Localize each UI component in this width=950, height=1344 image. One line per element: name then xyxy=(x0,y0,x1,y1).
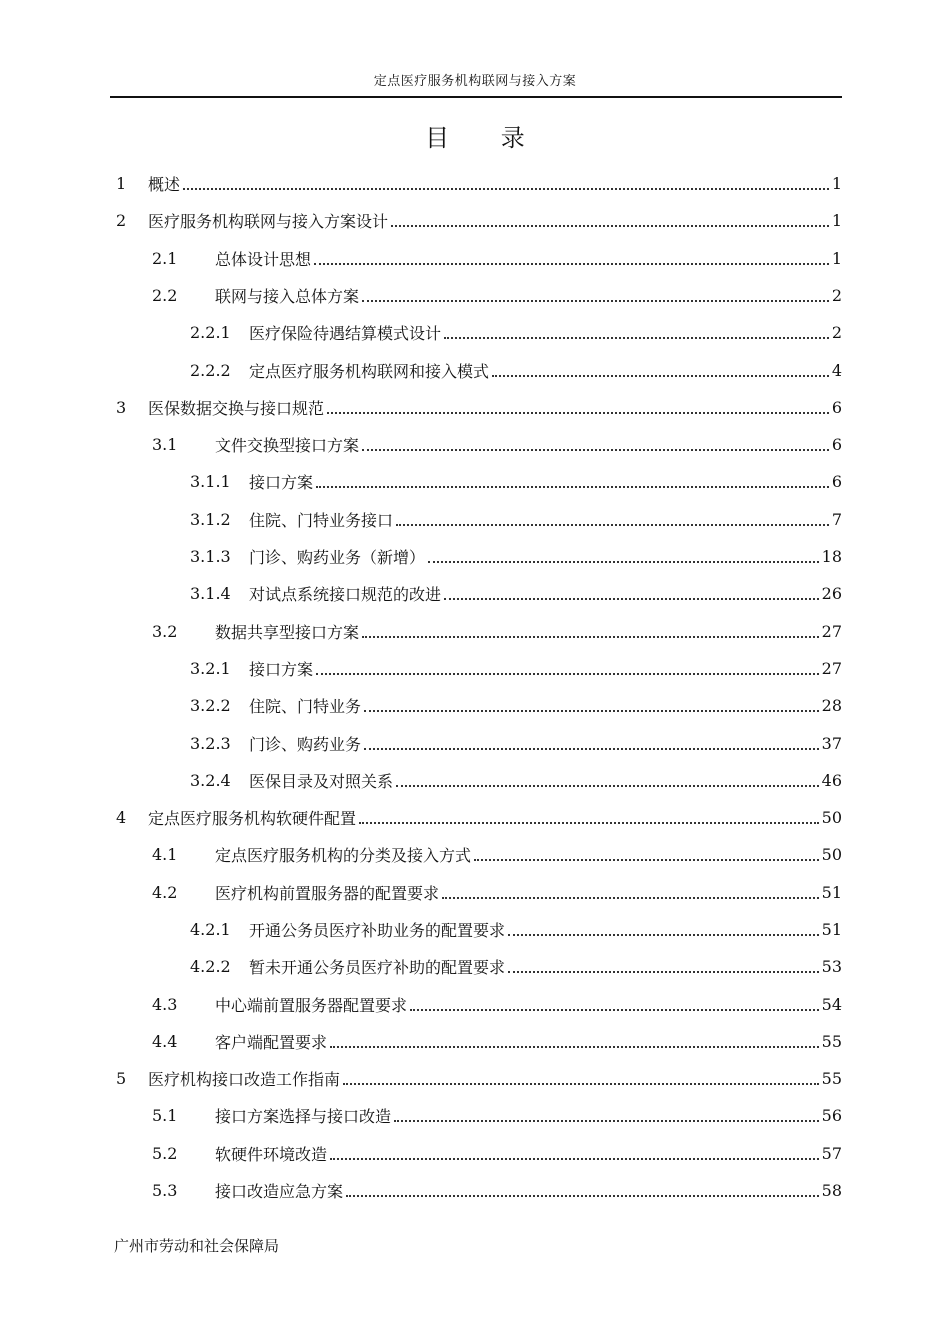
toc-entry[interactable] xyxy=(152,426,842,462)
toc-dot-leader xyxy=(343,1082,819,1085)
toc-entry-title: 接口方案 xyxy=(249,659,314,679)
toc-entry-title: 暂未开通公务员医疗补助的配置要求 xyxy=(249,957,506,977)
toc-page-number: 6 xyxy=(831,397,842,417)
toc-entry-title: 定点医疗服务机构软硬件配置 xyxy=(148,808,357,828)
toc-entry[interactable] xyxy=(190,687,842,723)
toc-page-number: 28 xyxy=(821,695,842,715)
toc-page-number: 2 xyxy=(831,285,842,305)
toc-entry-title: 门诊、购药业务（新增） xyxy=(249,547,426,567)
toc-dot-leader xyxy=(391,224,829,227)
toc-page-number: 1 xyxy=(831,210,842,230)
toc-entry-title: 软硬件环境改造 xyxy=(215,1144,328,1164)
toc-page-number: 1 xyxy=(831,248,842,268)
toc-dot-leader xyxy=(410,1008,819,1011)
toc-dot-leader xyxy=(364,709,819,712)
toc-entry[interactable] xyxy=(116,799,842,835)
toc-entry-title: 数据共享型接口方案 xyxy=(215,622,360,642)
toc-entry[interactable] xyxy=(190,911,842,947)
toc-page-number: 56 xyxy=(821,1105,842,1125)
toc-dot-leader xyxy=(330,1157,819,1160)
header-divider xyxy=(110,96,842,98)
toc-dot-leader xyxy=(428,560,819,563)
toc-entry-title: 医疗保险待遇结算模式设计 xyxy=(249,323,442,343)
toc-dot-leader xyxy=(396,784,819,787)
toc-entry-title: 医保数据交换与接口规范 xyxy=(148,398,325,418)
toc-dot-leader xyxy=(362,635,819,638)
toc-entry[interactable] xyxy=(190,538,842,574)
toc-entry-number: 2.2 xyxy=(152,285,178,305)
toc-entry-number: 5.1 xyxy=(152,1105,178,1125)
toc-entry[interactable] xyxy=(152,836,842,872)
toc-page-number: 46 xyxy=(821,770,842,790)
toc-entry[interactable] xyxy=(116,202,842,238)
toc-entry-title: 联网与接入总体方案 xyxy=(215,286,360,306)
toc-entry-number: 3.2 xyxy=(152,621,178,641)
toc-page-number: 6 xyxy=(831,471,842,491)
toc-dot-leader xyxy=(508,970,819,973)
toc-entry[interactable] xyxy=(152,986,842,1022)
toc-entry[interactable] xyxy=(190,650,842,686)
toc-entry-number: 5.2 xyxy=(152,1143,178,1163)
toc-dot-leader xyxy=(314,262,829,265)
toc-page-number: 55 xyxy=(821,1068,842,1088)
toc-page-number: 27 xyxy=(821,658,842,678)
toc-entry-number: 3.1.1 xyxy=(190,471,231,491)
toc-page-number: 7 xyxy=(831,509,842,529)
toc-entry-number: 4.2 xyxy=(152,882,178,902)
toc-entry[interactable] xyxy=(116,1060,842,1096)
toc-entry-title: 门诊、购药业务 xyxy=(249,734,362,754)
toc-entry[interactable] xyxy=(152,1097,842,1133)
toc-entry[interactable] xyxy=(152,1135,842,1171)
toc-entry[interactable] xyxy=(152,1172,842,1208)
toc-entry[interactable] xyxy=(116,165,842,201)
toc-entry[interactable] xyxy=(190,948,842,984)
toc-dot-leader xyxy=(346,1194,819,1197)
toc-entry[interactable] xyxy=(152,240,842,276)
toc-page-number: 18 xyxy=(821,546,842,566)
toc-dot-leader xyxy=(183,187,829,190)
toc-dot-leader xyxy=(316,485,829,488)
toc-entry-number: 3 xyxy=(116,397,127,417)
toc-entry-title: 对试点系统接口规范的改进 xyxy=(249,584,442,604)
toc-entry-title: 医疗机构接口改造工作指南 xyxy=(148,1069,341,1089)
toc-page-number: 58 xyxy=(821,1180,842,1200)
toc-entry-title: 医保目录及对照关系 xyxy=(249,771,394,791)
toc-entry-number: 3.1.2 xyxy=(190,509,231,529)
toc-entry-number: 4.4 xyxy=(152,1031,178,1051)
toc-entry-number: 4.3 xyxy=(152,994,178,1014)
toc-page-number: 51 xyxy=(821,882,842,902)
toc-entry-title: 客户端配置要求 xyxy=(215,1032,328,1052)
toc-page-number: 26 xyxy=(821,583,842,603)
toc-entry-number: 4.1 xyxy=(152,844,178,864)
toc-page-number: 4 xyxy=(831,360,842,380)
page-footer: 广州市劳动和社会保障局 xyxy=(114,1237,280,1255)
toc-dot-leader xyxy=(442,896,819,899)
toc-entry-number: 3.2.4 xyxy=(190,770,231,790)
toc-dot-leader xyxy=(359,821,819,824)
toc-entry-number: 4 xyxy=(116,807,127,827)
toc-entry-number: 4.2.2 xyxy=(190,956,231,976)
toc-page-number: 50 xyxy=(821,844,842,864)
toc-page-number: 51 xyxy=(821,919,842,939)
toc-entry-number: 2.2.1 xyxy=(190,322,231,342)
toc-entry[interactable] xyxy=(152,613,842,649)
toc-page-number: 1 xyxy=(831,173,842,193)
toc-page-number: 57 xyxy=(821,1143,842,1163)
toc-entry[interactable] xyxy=(152,1023,842,1059)
toc-dot-leader xyxy=(362,448,829,451)
toc-entry[interactable] xyxy=(152,874,842,910)
toc-page-number: 27 xyxy=(821,621,842,641)
toc-dot-leader xyxy=(316,672,819,675)
toc-entry-title: 中心端前置服务器配置要求 xyxy=(215,995,408,1015)
toc-entry[interactable] xyxy=(190,762,842,798)
toc-entry[interactable] xyxy=(190,352,842,388)
running-header: 定点医疗服务机构联网与接入方案 xyxy=(373,74,577,89)
toc-entry[interactable] xyxy=(116,389,842,425)
toc-dot-leader xyxy=(330,1045,819,1048)
toc-page-number: 37 xyxy=(821,733,842,753)
toc-entry-number: 5.3 xyxy=(152,1180,178,1200)
toc-entry-title: 概述 xyxy=(148,174,181,194)
toc-entry-title: 接口方案选择与接口改造 xyxy=(215,1106,392,1126)
toc-entry-title: 医疗服务机构联网与接入方案设计 xyxy=(148,211,389,231)
toc-entry-number: 3.1 xyxy=(152,434,178,454)
toc-entry-title: 住院、门特业务接口 xyxy=(249,510,394,530)
toc-dot-leader xyxy=(492,374,829,377)
toc-dot-leader xyxy=(327,411,829,414)
toc-entry-title: 文件交换型接口方案 xyxy=(215,435,360,455)
toc-entry-number: 3.1.3 xyxy=(190,546,231,566)
toc-entry-number: 5 xyxy=(116,1068,127,1088)
toc-entry-title: 定点医疗服务机构联网和接入模式 xyxy=(249,361,490,381)
toc-entry[interactable] xyxy=(152,277,842,313)
toc-entry-number: 3.2.2 xyxy=(190,695,231,715)
toc-entry[interactable] xyxy=(190,725,842,761)
toc-page-number: 2 xyxy=(831,322,842,342)
toc-entry-number: 2 xyxy=(116,210,127,230)
toc-entry-title: 接口方案 xyxy=(249,472,314,492)
toc-entry[interactable] xyxy=(190,501,842,537)
toc-entry-title: 住院、门特业务 xyxy=(249,696,362,716)
toc-dot-leader xyxy=(508,933,819,936)
toc-page-number: 54 xyxy=(821,994,842,1014)
toc-entry-number: 3.2.3 xyxy=(190,733,231,753)
toc-dot-leader xyxy=(362,299,829,302)
toc-entry[interactable] xyxy=(190,463,842,499)
toc-entry-title: 开通公务员医疗补助业务的配置要求 xyxy=(249,920,506,940)
toc-entry-title: 接口改造应急方案 xyxy=(215,1181,344,1201)
toc-entry-number: 3.2.1 xyxy=(190,658,231,678)
toc-dot-leader xyxy=(394,1119,819,1122)
toc-page-number: 53 xyxy=(821,956,842,976)
toc-entry[interactable] xyxy=(190,575,842,611)
toc-entry-number: 1 xyxy=(116,173,127,193)
toc-dot-leader xyxy=(474,858,819,861)
toc-entry[interactable] xyxy=(190,314,842,350)
toc-page-number: 55 xyxy=(821,1031,842,1051)
toc-entry-number: 2.2.2 xyxy=(190,360,231,380)
toc-entry-number: 3.1.4 xyxy=(190,583,231,603)
toc-heading: 目 录 xyxy=(425,124,547,152)
toc-dot-leader xyxy=(444,597,819,600)
toc-entry-title: 医疗机构前置服务器的配置要求 xyxy=(215,883,440,903)
toc-page-number: 50 xyxy=(821,807,842,827)
toc-dot-leader xyxy=(444,336,829,339)
toc-entry-number: 4.2.1 xyxy=(190,919,231,939)
toc-entry-title: 总体设计思想 xyxy=(215,249,312,269)
toc-dot-leader xyxy=(396,523,829,526)
toc-page-number: 6 xyxy=(831,434,842,454)
toc-entry-number: 2.1 xyxy=(152,248,178,268)
toc-dot-leader xyxy=(364,747,819,750)
toc-entry-title: 定点医疗服务机构的分类及接入方式 xyxy=(215,845,472,865)
